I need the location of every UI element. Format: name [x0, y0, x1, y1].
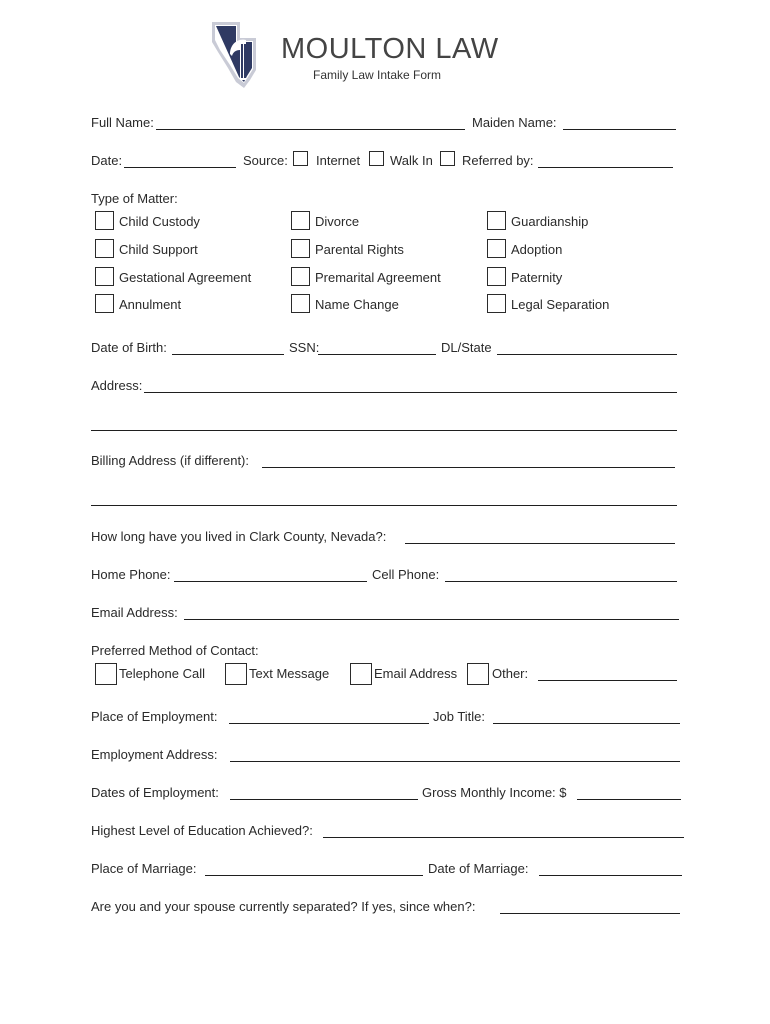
parental-rights-checkbox[interactable] [291, 239, 310, 258]
preferred-contact-label: Preferred Method of Contact: [91, 643, 259, 658]
name-change-checkbox[interactable] [291, 294, 310, 313]
dl-state-field[interactable] [497, 354, 677, 355]
guardianship-checkbox[interactable] [487, 211, 506, 230]
place-of-marriage-field[interactable] [205, 875, 423, 876]
walk-in-checkbox[interactable] [369, 151, 384, 166]
annulment-label: Annulment [119, 297, 182, 312]
paternity-label: Paternity [511, 270, 563, 285]
dates-of-employment-label: Dates of Employment: [91, 785, 219, 800]
residency-field[interactable] [405, 543, 675, 544]
telephone-call-checkbox[interactable] [95, 663, 117, 685]
source-label: Source: [243, 153, 288, 168]
date-label: Date: [91, 153, 123, 168]
home-phone-field[interactable] [174, 581, 367, 582]
guardianship-label: Guardianship [511, 214, 589, 229]
name-change-label: Name Change [315, 297, 399, 312]
child-custody-label: Child Custody [119, 214, 200, 229]
other-field[interactable] [538, 680, 677, 681]
separated-label: Are you and your spouse currently separated? If yes, since when?: [91, 899, 476, 914]
form-subtitle: Family Law Intake Form [313, 68, 442, 82]
legal-separation-checkbox[interactable] [487, 294, 506, 313]
gestational-agreement-label: Gestational Agreement [119, 270, 252, 285]
child-custody-checkbox[interactable] [95, 211, 114, 230]
dob-field[interactable] [172, 354, 284, 355]
full-name-label: Full Name: [91, 115, 154, 130]
place-of-employment-field[interactable] [229, 723, 429, 724]
place-of-marriage-label: Place of Marriage: [91, 861, 197, 876]
legal-separation-label: Legal Separation [511, 297, 610, 312]
referred-by-field[interactable] [538, 167, 673, 168]
premarital-agreement-checkbox[interactable] [291, 267, 310, 286]
address-label: Address: [91, 378, 143, 393]
text-message-checkbox[interactable] [225, 663, 247, 685]
child-support-label: Child Support [119, 242, 198, 257]
job-title-field[interactable] [493, 723, 680, 724]
cell-phone-field[interactable] [445, 581, 677, 582]
other-checkbox[interactable] [467, 663, 489, 685]
cell-phone-label: Cell Phone: [372, 567, 440, 582]
paternity-checkbox[interactable] [487, 267, 506, 286]
address-field-line-2[interactable] [91, 430, 677, 431]
email-address-label: Email Address [374, 666, 458, 681]
education-label: Highest Level of Education Achieved?: [91, 823, 313, 838]
gestational-agreement-checkbox[interactable] [95, 267, 114, 286]
separated-field[interactable] [500, 913, 680, 914]
adoption-checkbox[interactable] [487, 239, 506, 258]
other-label: Other: [492, 666, 529, 681]
dates-of-employment-field[interactable] [230, 799, 418, 800]
place-of-employment-label: Place of Employment: [91, 709, 218, 724]
date-field[interactable] [124, 167, 236, 168]
gross-income-label: Gross Monthly Income: $ [422, 785, 567, 800]
home-phone-label: Home Phone: [91, 567, 171, 582]
referred-by-label: Referred by: [462, 153, 534, 168]
address-field[interactable] [144, 392, 677, 393]
email-field[interactable] [184, 619, 679, 620]
maiden-name-label: Maiden Name: [472, 115, 557, 130]
type-of-matter-label: Type of Matter: [91, 191, 178, 206]
date-of-marriage-label: Date of Marriage: [428, 861, 529, 876]
internet-checkbox[interactable] [293, 151, 308, 166]
ssn-field[interactable] [318, 354, 436, 355]
job-title-label: Job Title: [433, 709, 486, 724]
maiden-name-field[interactable] [563, 129, 676, 130]
walk-in-label: Walk In [390, 153, 433, 168]
email-label: Email Address: [91, 605, 178, 620]
adoption-label: Adoption [511, 242, 563, 257]
premarital-agreement-label: Premarital Agreement [315, 270, 441, 285]
email-address-checkbox[interactable] [350, 663, 372, 685]
divorce-label: Divorce [315, 214, 360, 229]
employment-address-field[interactable] [230, 761, 680, 762]
gross-income-field[interactable] [577, 799, 681, 800]
annulment-checkbox[interactable] [95, 294, 114, 313]
text-message-label: Text Message [249, 666, 330, 681]
child-support-checkbox[interactable] [95, 239, 114, 258]
internet-label: Internet [316, 153, 361, 168]
billing-address-label: Billing Address (if different): [91, 453, 249, 468]
billing-address-field[interactable] [262, 467, 675, 468]
education-field[interactable] [323, 837, 684, 838]
billing-address-field-line-2[interactable] [91, 505, 677, 506]
parental-rights-label: Parental Rights [315, 242, 404, 257]
brand-name: MOULTON LAW [281, 33, 499, 65]
moulton-law-logo-icon [210, 20, 268, 90]
dl-state-label: DL/State [441, 340, 492, 355]
ssn-label: SSN: [289, 340, 320, 355]
divorce-checkbox[interactable] [291, 211, 310, 230]
date-of-marriage-field[interactable] [539, 875, 682, 876]
employment-address-label: Employment Address: [91, 747, 218, 762]
residency-label: How long have you lived in Clark County, Nevada?: [91, 529, 387, 544]
full-name-field[interactable] [156, 129, 465, 130]
referred-checkbox[interactable] [440, 151, 455, 166]
dob-label: Date of Birth: [91, 340, 167, 355]
telephone-call-label: Telephone Call [119, 666, 206, 681]
